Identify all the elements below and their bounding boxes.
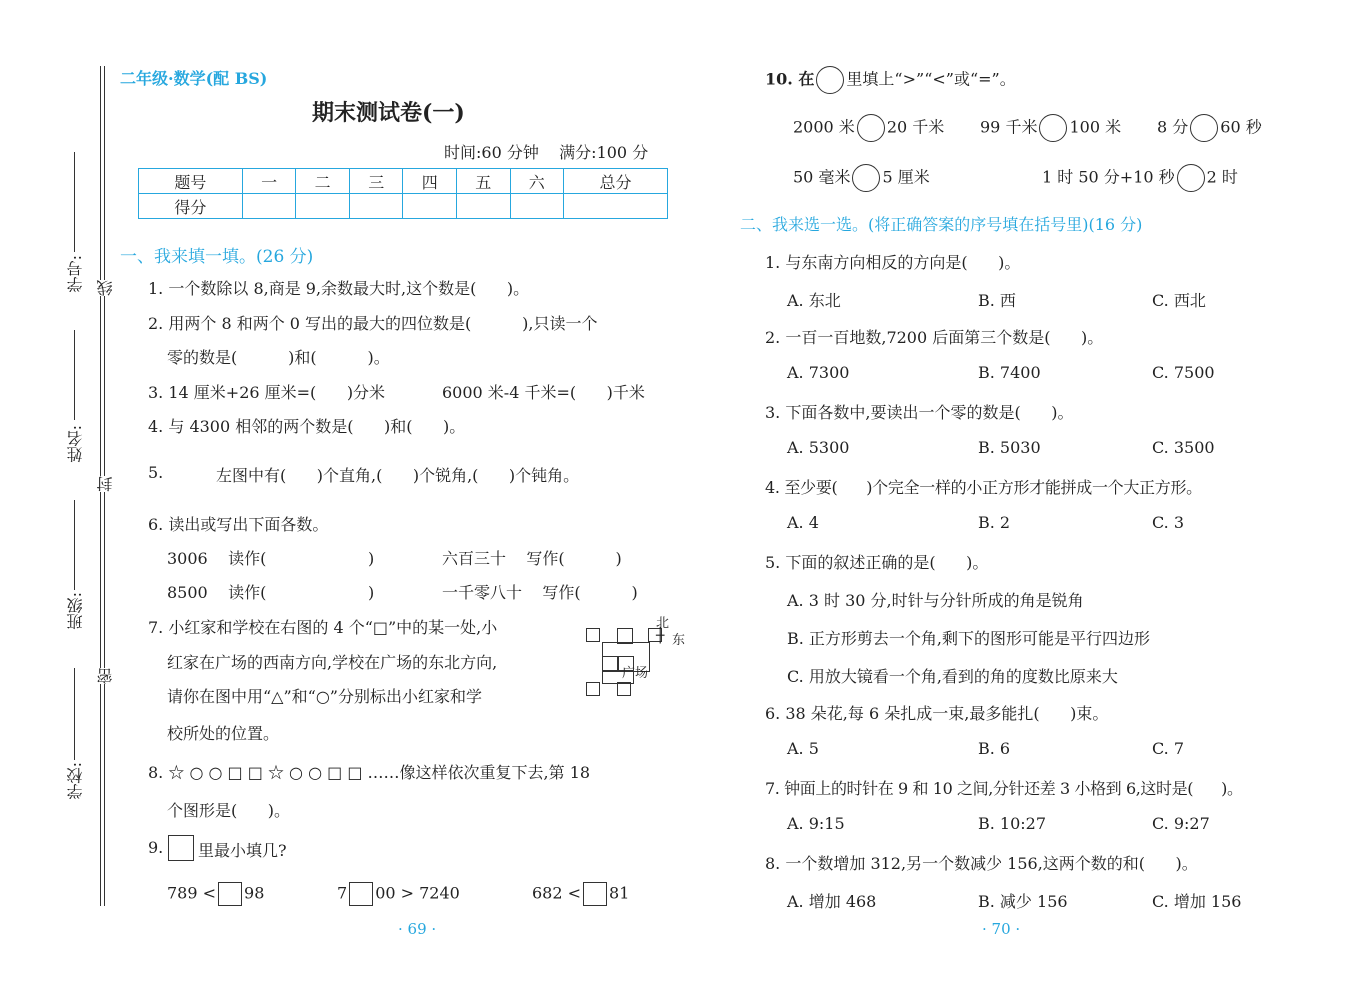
underline-name	[74, 330, 75, 420]
question-6-row1b: 六百三十 写作( )	[442, 549, 622, 568]
page-title: 期末测试卷(一)	[312, 100, 465, 126]
option-c[interactable]: C. 7500	[1152, 363, 1215, 382]
score-cell: 一	[242, 169, 296, 194]
option-b[interactable]: B. 10:27	[978, 814, 1047, 833]
series-label: 二年级·数学(配 BS)	[120, 69, 268, 88]
q9-c-suffix: 81	[609, 883, 630, 903]
compare-left: 99 千米	[980, 117, 1038, 137]
compare-1	[793, 114, 944, 142]
compare-2	[980, 114, 1121, 142]
square-label: 广场	[622, 666, 649, 681]
score-cell: 总分	[564, 169, 668, 194]
question-7-line3: 请你在图中用“△”和“○”分别标出小红家和学	[167, 687, 482, 706]
candidate-box[interactable]	[586, 682, 600, 696]
label-school: 学校:	[66, 762, 85, 800]
digit-box[interactable]	[349, 882, 373, 906]
choice-question-1: 1. 与东南方向相反的方向是( )。	[765, 253, 1021, 272]
compare-circle[interactable]	[1177, 164, 1205, 192]
compare-4	[793, 164, 930, 192]
score-cell: 二	[296, 169, 350, 194]
question-5: 左图中有( )个直角,( )个锐角,( )个钝角。	[216, 466, 580, 485]
option-a[interactable]: A. 9:15	[787, 814, 845, 833]
choice-question-8: 8. 一个数增加 312,另一个数减少 156,这两个数的和( )。	[765, 854, 1198, 873]
option-b[interactable]: B. 2	[978, 513, 1011, 532]
mark-seal: 封	[96, 476, 115, 492]
option-b[interactable]: B. 正方形剪去一个角,剩下的图形可能是平行四边形	[787, 629, 1151, 648]
option-b[interactable]: B. 6	[978, 739, 1011, 758]
compare-right: 20 千米	[886, 117, 945, 137]
compare-right: 100 米	[1069, 117, 1122, 137]
option-c[interactable]: C. 7	[1152, 739, 1185, 758]
q9-c-prefix: 682 <	[532, 883, 582, 903]
page-number-right: · 70 ·	[982, 920, 1021, 938]
option-b[interactable]: B. 西	[978, 291, 1016, 310]
question-4: 4. 与 4300 相邻的两个数是( )和( )。	[148, 417, 466, 436]
label-class: 班级:	[66, 592, 85, 630]
option-a[interactable]: A. 7300	[787, 363, 850, 382]
question-8-cont: 个图形是( )。	[167, 801, 291, 820]
q9-a-prefix: 789 <	[167, 883, 217, 903]
candidate-box[interactable]	[617, 682, 631, 696]
option-b[interactable]: B. 7400	[978, 363, 1041, 382]
compass-cross: ┼	[656, 628, 665, 644]
choice-question-6: 6. 38 朵花,每 6 朵扎成一束,最多能扎( )束。	[765, 704, 1109, 723]
score-cell: 三	[349, 169, 403, 194]
question-5-number: 5.	[148, 463, 164, 482]
q9-item-c	[532, 882, 629, 906]
compare-circle[interactable]	[816, 66, 844, 94]
question-1: 1. 一个数除以 8,商是 9,余数最大时,这个数是( )。	[148, 279, 530, 298]
option-b[interactable]: B. 减少 156	[978, 892, 1068, 911]
option-a[interactable]: A. 3 时 30 分,时针与分针所成的角是锐角	[787, 591, 1084, 610]
score-cell: 五	[457, 169, 511, 194]
digit-box[interactable]	[583, 882, 607, 906]
compare-left: 2000 米	[793, 117, 855, 137]
compass-east: 东	[672, 633, 686, 648]
compare-right: 60 秒	[1220, 117, 1262, 137]
mark-secret: 密	[96, 668, 115, 684]
question-2: 2. 用两个 8 和两个 0 写出的最大的四位数是( ),只读一个	[148, 314, 598, 333]
compass-north: 北	[656, 616, 670, 631]
option-a[interactable]: A. 5300	[787, 438, 850, 457]
choice-question-5: 5. 下面的叙述正确的是( )。	[765, 553, 989, 572]
q9-b-prefix: 7	[337, 883, 348, 903]
score-table	[138, 168, 668, 219]
question-7-line2: 红家在广场的西南方向,学校在广场的东北方向,	[167, 653, 498, 672]
q9-a-suffix: 98	[244, 883, 265, 903]
choice-question-3: 3. 下面各数中,要读出一个零的数是( )。	[765, 403, 1074, 422]
question-6-row1a: 3006 读作( )	[167, 549, 375, 568]
choice-question-4: 4. 至少要( )个完全一样的小正方形才能拼成一个大正方形。	[765, 478, 1202, 497]
option-a[interactable]: A. 东北	[787, 291, 841, 310]
q9-b-suffix: 00 > 7240	[375, 883, 460, 903]
question-9: 里最小填几?	[198, 841, 287, 860]
question-6-row2b: 一千零八十 写作( )	[442, 583, 638, 602]
question-6-row2a: 8500 读作( )	[167, 583, 375, 602]
digit-box[interactable]	[218, 882, 242, 906]
question-3a: 3. 14 厘米+26 厘米=( )分米	[148, 383, 386, 402]
option-a[interactable]: A. 5	[787, 739, 819, 758]
question-7-line1: 7. 小红家和学校在右图的 4 个“□”中的某一处,小	[148, 618, 498, 637]
underline-school	[74, 668, 75, 760]
option-c[interactable]: C. 9:27	[1152, 814, 1210, 833]
score-input[interactable]	[349, 194, 403, 219]
map-grid	[584, 624, 684, 696]
score-input[interactable]	[510, 194, 564, 219]
question-6: 6. 读出或写出下面各数。	[148, 515, 329, 534]
choice-question-7: 7. 钟面上的时针在 9 和 10 之间,分针还差 3 小格到 6,这时是( )。	[765, 779, 1243, 798]
q9-item-a	[167, 882, 264, 906]
question-10-text: 里填上“>”“<”或“=”。	[846, 69, 1016, 89]
score-input[interactable]	[403, 194, 457, 219]
underline-student-id	[74, 152, 75, 252]
score-input[interactable]	[296, 194, 350, 219]
score-cell: 四	[403, 169, 457, 194]
question-8: 8. ☆ ○ ○ □ □ ☆ ○ ○ □ □ ……像这样依次重复下去,第 18	[148, 763, 591, 782]
section1-title: 一、我来填一填。(26 分)	[120, 247, 314, 267]
option-c[interactable]: C. 3	[1152, 513, 1185, 532]
compare-left: 50 毫米	[793, 167, 851, 187]
option-a[interactable]: A. 增加 468	[787, 892, 877, 911]
compare-circle[interactable]	[852, 164, 880, 192]
candidate-box[interactable]	[586, 628, 600, 642]
underline-class	[74, 500, 75, 590]
option-c[interactable]: C. 增加 156	[1152, 892, 1242, 911]
option-c[interactable]: C. 3500	[1152, 438, 1215, 457]
compare-5	[1042, 164, 1238, 192]
score-label: 得分	[139, 194, 243, 219]
compare-left: 1 时 50 分+10 秒	[1042, 167, 1175, 187]
compare-left: 8 分	[1157, 117, 1189, 137]
exam-meta: 时间:60 分钟 满分:100 分	[444, 143, 649, 162]
compare-3	[1157, 114, 1262, 142]
question-3b: 6000 米-4 千米=( )千米	[442, 383, 645, 402]
section2-title: 二、我来选一选。(将正确答案的序号填在括号里)(16 分)	[740, 215, 1143, 234]
option-c[interactable]: C. 西北	[1152, 291, 1206, 310]
score-header-row	[139, 169, 668, 194]
label-name: 姓名:	[66, 425, 85, 463]
compare-circle[interactable]	[857, 114, 885, 142]
answer-box[interactable]	[168, 835, 194, 861]
option-b[interactable]: B. 5030	[978, 438, 1041, 457]
question-2-cont: 零的数是( )和( )。	[167, 348, 390, 367]
question-9-number: 9.	[148, 838, 164, 857]
q9-item-b	[337, 882, 460, 906]
score-input[interactable]	[457, 194, 511, 219]
score-input[interactable]	[564, 194, 668, 219]
score-value-row	[139, 194, 668, 219]
compare-circle[interactable]	[1039, 114, 1067, 142]
question-7-line4: 校所处的位置。	[167, 724, 280, 743]
question-10-number: 10. 在	[765, 69, 815, 89]
compare-right: 5 厘米	[882, 167, 930, 187]
option-a[interactable]: A. 4	[787, 513, 819, 532]
mark-line: 线	[96, 280, 115, 296]
question-10	[765, 66, 1016, 94]
choice-question-2: 2. 一百一百地数,7200 后面第三个数是( )。	[765, 328, 1104, 347]
map-cell	[617, 628, 633, 644]
compare-circle[interactable]	[1190, 114, 1218, 142]
score-cell: 六	[510, 169, 564, 194]
score-cell: 题号	[139, 169, 243, 194]
score-input[interactable]	[242, 194, 296, 219]
compare-right: 2 时	[1206, 167, 1238, 187]
page-number-left: · 69 ·	[398, 920, 437, 938]
option-c[interactable]: C. 用放大镜看一个角,看到的角的度数比原来大	[787, 667, 1118, 686]
label-student-id: 学号:	[66, 255, 85, 293]
